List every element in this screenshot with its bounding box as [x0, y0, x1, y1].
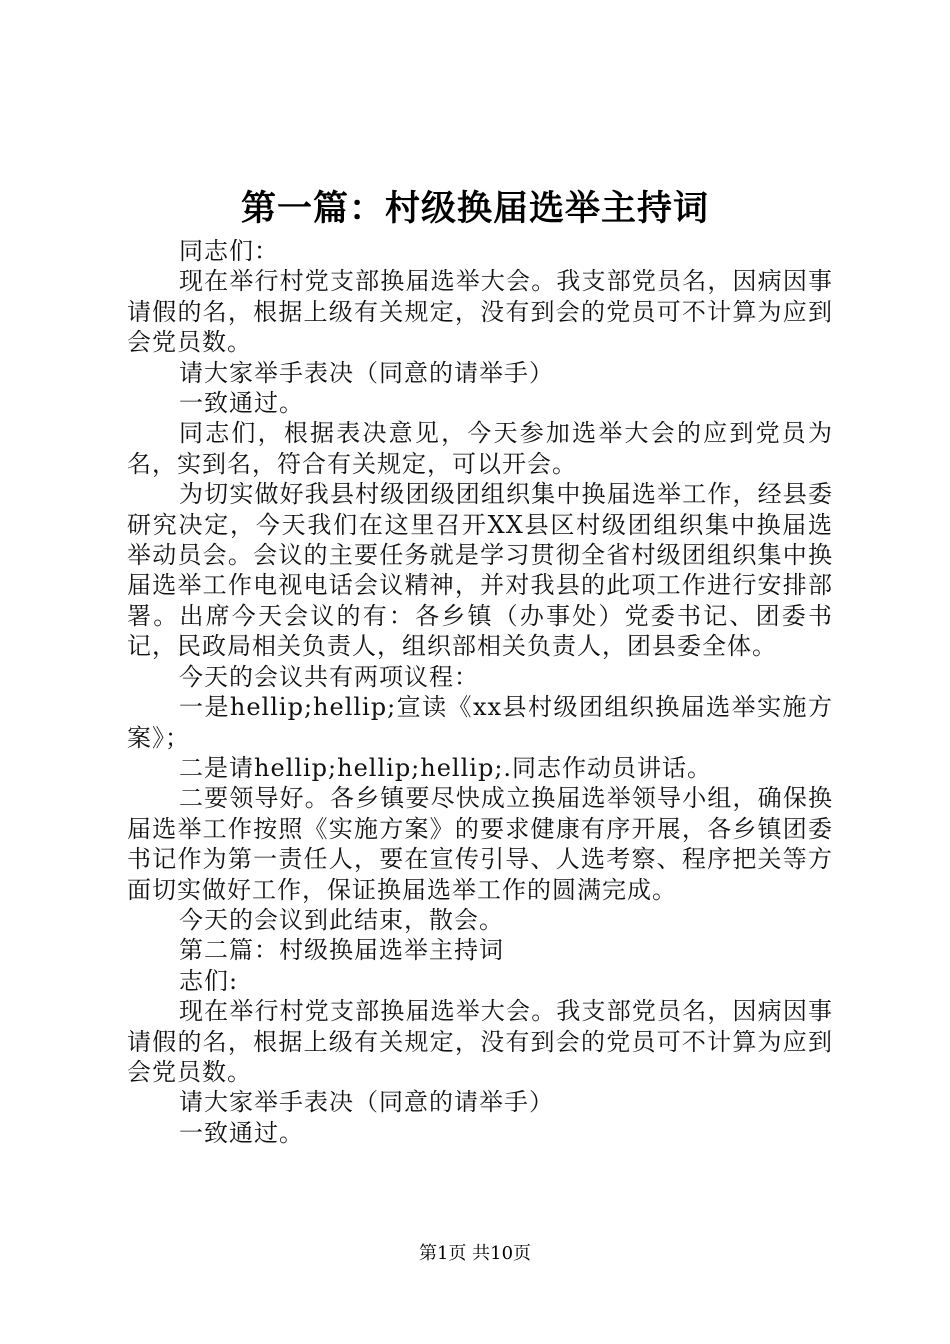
paragraph: 请大家举手表决（同意的请举手） — [179, 358, 554, 387]
paragraph: 一致通过。 — [179, 1118, 304, 1147]
paragraph: 一是hellip;hellip;宣读《xx县村级团组织换届选举实施方案》； — [127, 693, 833, 752]
document-body — [127, 236, 833, 1148]
paragraph: 今天的会议到此结束，散会。 — [179, 905, 504, 934]
paragraph-greeting: 同志们： — [179, 237, 279, 265]
page-number-footer: 第1页 共10页 — [418, 1243, 532, 1264]
paragraph: 二要领导好。各乡镇要尽快成立换届选举领导小组，确保换届选举工作按照《实施方案》的要求健康有序开展，各乡镇团委书记作为第一责任人，要在宣传引导、人选考察、程序把关等方面切实做好工作，保证换届选举工作的圆满完成。 — [127, 784, 833, 904]
paragraph: 请大家举手表决（同意的请举手） — [179, 1088, 554, 1117]
paragraph-greeting: 志们: — [179, 966, 239, 995]
paragraph: 二是请hellip;hellip;hellip;.同志作动员讲话。 — [179, 753, 713, 782]
document-title: 第一篇：村级换届选举主持词 — [240, 188, 709, 229]
paragraph: 同志们，根据表决意见，今天参加选举大会的应到党员为名，实到名，符合有关规定，可以开会。 — [127, 419, 833, 478]
paragraph: 现在举行村党支部换届选举大会。我支部党员名，因病因事请假的名，根据上级有关规定，没有到会的党员可不计算为应到会党员数。 — [127, 267, 833, 357]
paragraph: 现在举行村党支部换届选举大会。我支部党员名，因病因事请假的名，根据上级有关规定，没有到会的党员可不计算为应到会党员数。 — [127, 997, 833, 1086]
paragraph: 为切实做好我县村级团级团组织集中换届选举工作，经县委研究决定，今天我们在这里召开XX县区村级团组织集中换届选举动员会。会议的主要任务就是学习贯彻全省村级团组织集中换届选举工作电视电话会议精神，并对我县的此项工作进行安排部署。出席今天会议的有：各乡镇（办事处）党委书记、团委书记，民政局相关负责人，组织部相关负责人，团县委全体。 — [127, 480, 833, 661]
section-heading: 第二篇：村级换届选举主持词 — [179, 936, 504, 965]
paragraph: 今天的会议共有两项议程： — [179, 662, 479, 691]
paragraph: 一致通过。 — [179, 389, 304, 418]
